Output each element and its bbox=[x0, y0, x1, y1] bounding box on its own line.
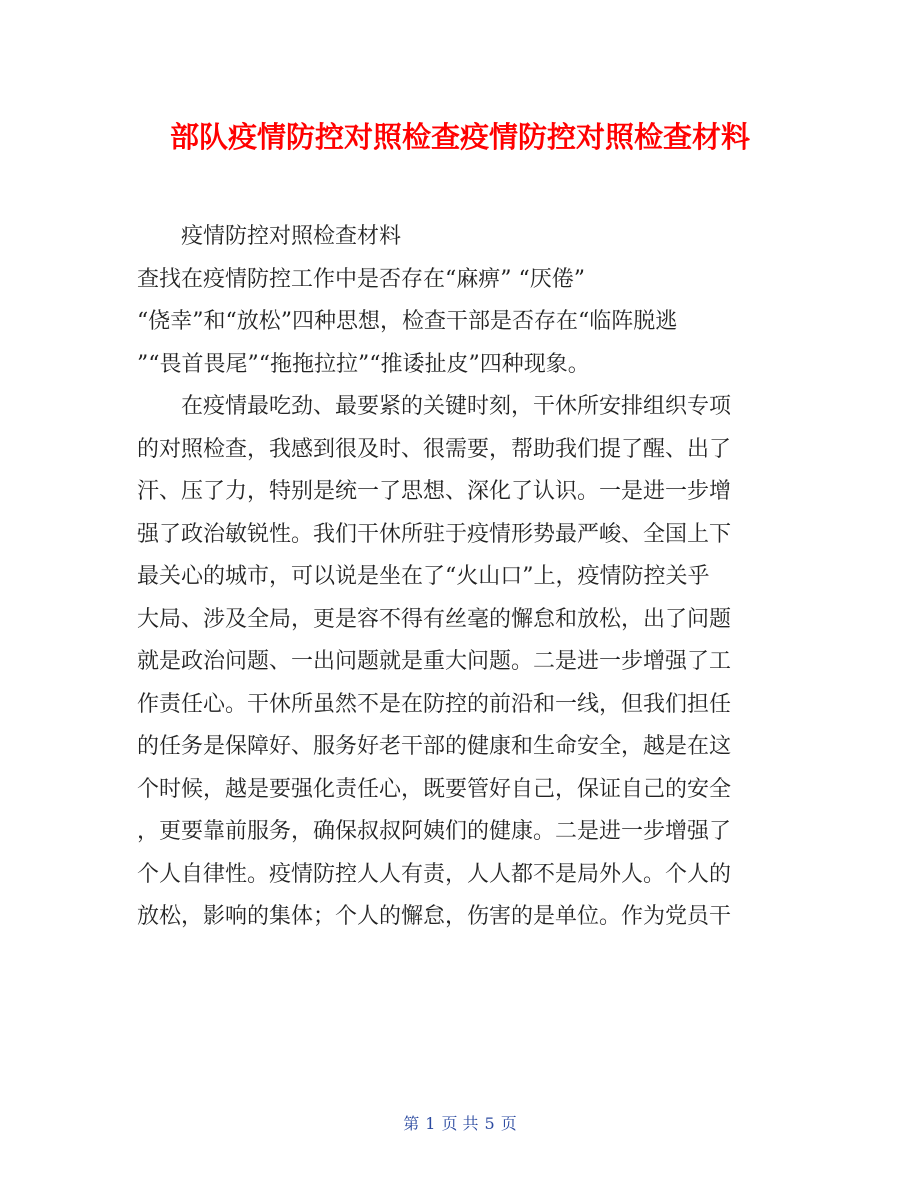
body-line: ”“畏首畏尾”“拖拖拉拉”“推诿扯皮”四种现象。 bbox=[137, 351, 590, 377]
footer-suffix: 页 bbox=[500, 1114, 517, 1133]
body-line: 的对照检查，我感到很及时、很需要，帮助我们提了醒、出了 bbox=[137, 436, 732, 462]
page-footer bbox=[0, 1112, 920, 1136]
current-page-number: 1 bbox=[425, 1114, 436, 1133]
total-pages-number: 5 bbox=[484, 1114, 495, 1133]
document-title: 部队疫情防控对照检查疫情防控对照检查材料 bbox=[169, 120, 750, 154]
body-line: 查找在疫情防控工作中是否存在“麻痹” “厌倦” bbox=[137, 266, 585, 292]
footer-mid: 页 共 bbox=[441, 1114, 479, 1133]
body-line: 汗、压了力，特别是统一了思想、深化了认识。一是进一步增 bbox=[137, 479, 732, 504]
body-line: 作责任心。干休所虽然不是在防控的前沿和一线，但我们担任 bbox=[137, 691, 732, 717]
body-line: 个人自律性。疫情防控人人有责，人人都不是局外人。个人的 bbox=[137, 861, 732, 887]
body-line: 个时候，越是要强化责任心，既要管好自己，保证自己的安全 bbox=[137, 776, 732, 802]
body-line: 大局、涉及全局，更是容不得有丝毫的懈怠和放松，出了问题 bbox=[137, 606, 732, 632]
footer-prefix: 第 bbox=[403, 1114, 420, 1133]
body-line: 就是政治问题、一出问题就是重大问题。二是进一步增强了工 bbox=[137, 649, 732, 674]
paragraph-start-line: 在疫情最吃劲、最要紧的关键时刻，干休所安排组织专项 bbox=[181, 394, 732, 419]
body-line: 强了政治敏锐性。我们干休所驻于疫情形势最严峻、全国上下 bbox=[137, 521, 732, 547]
body-line: ，更要靠前服务，确保叔叔阿姨们的健康。二是进一步增强了 bbox=[137, 819, 732, 844]
document-body bbox=[137, 216, 787, 939]
body-line: 最关心的城市，可以说是坐在了“火山口”上，疫情防控关乎 bbox=[137, 564, 710, 589]
body-line: 放松，影响的集体；个人的懈怠，伤害的是单位。作为党员干 bbox=[137, 904, 732, 929]
body-line: “侥幸”和“放松”四种思想，检查干部是否存在“临阵脱逃 bbox=[137, 309, 678, 334]
body-line: 的任务是保障好、服务好老干部的健康和生命安全，越是在这 bbox=[137, 734, 732, 759]
subtitle-line: 疫情防控对照检查材料 bbox=[181, 224, 402, 249]
